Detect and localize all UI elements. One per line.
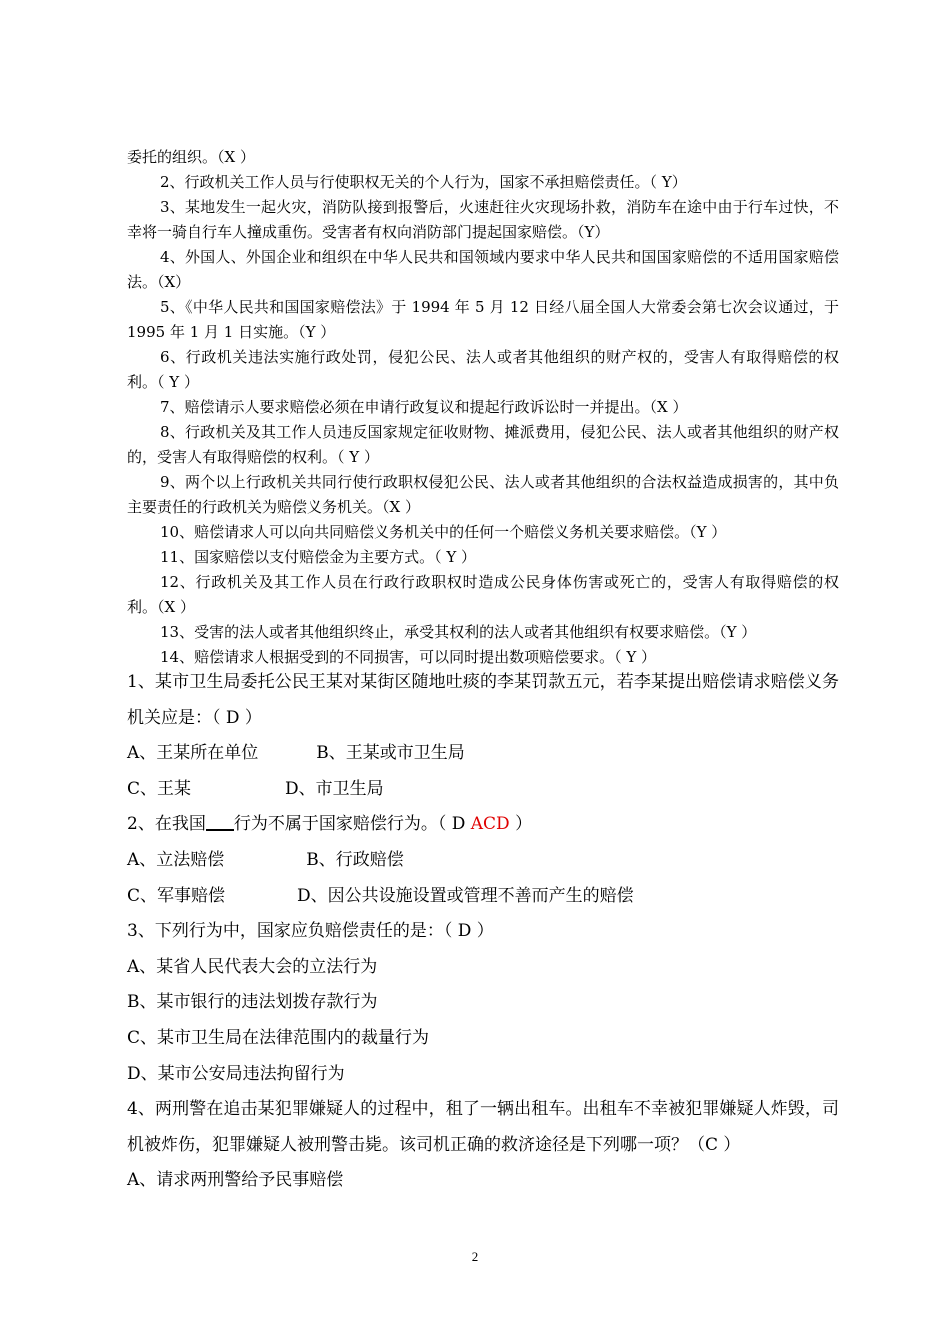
option-d: D、因公共设施设置或管理不善而产生的赔偿 <box>297 885 634 906</box>
tf-item: 3、某地发生一起火灾，消防队接到报警后，火速赶往火灾现场扑救，消防车在途中由于行车过快，不幸将一骑自行车人撞成重伤。受害者有权向消防部门提起国家赔偿。（Y） <box>127 198 839 241</box>
tf-item: 10、赔偿请求人可以向共同赔偿义务机关中的任何一个赔偿义务机关要求赔偿。（Y ） <box>160 523 727 541</box>
question-2-stem <box>127 807 839 843</box>
stem-text: 行为不属于国家赔偿行为。（ D <box>233 814 471 835</box>
question-1-stem: 1、某市卫生局委托公民王某对某街区随地吐痰的李某罚款五元，若李某提出赔偿请求赔偿义务机关应是：（ D ） <box>127 672 839 728</box>
question-1-options-ab <box>127 736 839 772</box>
option-b: B、王某或市卫生局 <box>316 743 465 764</box>
true-false-section <box>127 145 839 670</box>
option-a: A、请求两刑警给予民事赔偿 <box>127 1170 344 1191</box>
tf-item: 2、行政机关工作人员与行使职权无关的个人行为，国家不承担赔偿责任。（ Y） <box>160 173 687 191</box>
option-c: C、王某 <box>127 778 192 799</box>
page-number: 2 <box>471 1249 479 1264</box>
tf-item: 12、行政机关及其工作人员在行政行政职权时造成公民身体伤害或死亡的，受害人有取得赔偿的权利。（X ） <box>127 573 839 616</box>
option-b: B、某市银行的违法划拨存款行为 <box>127 992 378 1013</box>
tf-item: 9、两个以上行政机关共同行使行政职权侵犯公民、法人或者其他组织的合法权益造成损害的，其中负主要责任的行政机关为赔偿义务机关。（X ） <box>127 473 839 516</box>
fill-blank <box>206 812 234 831</box>
answer-correction: ACD <box>470 814 510 835</box>
stem-text: ） <box>509 814 533 835</box>
stem-text: 2、在我国 <box>127 814 206 835</box>
tf-item: 13、受害的法人或者其他组织终止，承受其权利的法人或者其他组织有权要求赔偿。（Y ） <box>160 623 757 641</box>
tf-item: 委托的组织。（X ） <box>127 148 255 166</box>
option-a: A、某省人民代表大会的立法行为 <box>127 956 378 977</box>
question-3-stem: 3、下列行为中，国家应负赔偿责任的是：（ D ） <box>127 921 494 942</box>
option-c: C、军事赔偿 <box>127 885 226 906</box>
option-d: D、某市公安局违法拘留行为 <box>127 1063 345 1084</box>
option-a: A、立法赔偿 <box>127 849 225 870</box>
question-4-stem: 4、两刑警在追击某犯罪嫌疑人的过程中，租了一辆出租车。出租车不幸被犯罪嫌疑人炸毁，司机被炸伤，犯罪嫌疑人被刑警击毙。该司机正确的救济途径是下列哪一项？（C ） <box>127 1099 839 1155</box>
option-a: A、王某所在单位 <box>127 743 259 764</box>
tf-item: 7、赔偿请示人要求赔偿必须在申请行政复议和提起行政诉讼时一并提出。（X ） <box>160 398 688 416</box>
question-2-options-ab <box>127 843 839 879</box>
option-b: B、行政赔偿 <box>306 849 404 870</box>
tf-item: 11、国家赔偿以支付赔偿金为主要方式。（ Y ） <box>160 548 477 566</box>
question-2-options-cd <box>127 879 839 915</box>
tf-item: 5、《中华人民共和国国家赔偿法》于 1994 年 5 月 12 日经八届全国人大常委会第七次会议通过，于 1995 年 1 月 1 日实施。（Y ） <box>127 298 839 341</box>
question-1-options-cd <box>127 772 839 808</box>
option-d: D、市卫生局 <box>285 778 384 799</box>
option-c: C、某市卫生局在法律范围内的裁量行为 <box>127 1027 430 1048</box>
multiple-choice-section <box>127 665 839 1199</box>
tf-item: 4、外国人、外国企业和组织在中华人民共和国领域内要求中华人民共和国国家赔偿的不适用国家赔偿法。（X） <box>127 248 839 291</box>
tf-item: 6、行政机关违法实施行政处罚，侵犯公民、法人或者其他组织的财产权的，受害人有取得赔偿的权利。（ Y ） <box>127 348 839 391</box>
tf-item: 14、赔偿请求人根据受到的不同损害，可以同时提出数项赔偿要求。（ Y ） <box>160 648 657 666</box>
tf-item: 8、行政机关及其工作人员违反国家规定征收财物、摊派费用，侵犯公民、法人或者其他组织的财产权的，受害人有取得赔偿的权利。（ Y ） <box>127 423 839 466</box>
